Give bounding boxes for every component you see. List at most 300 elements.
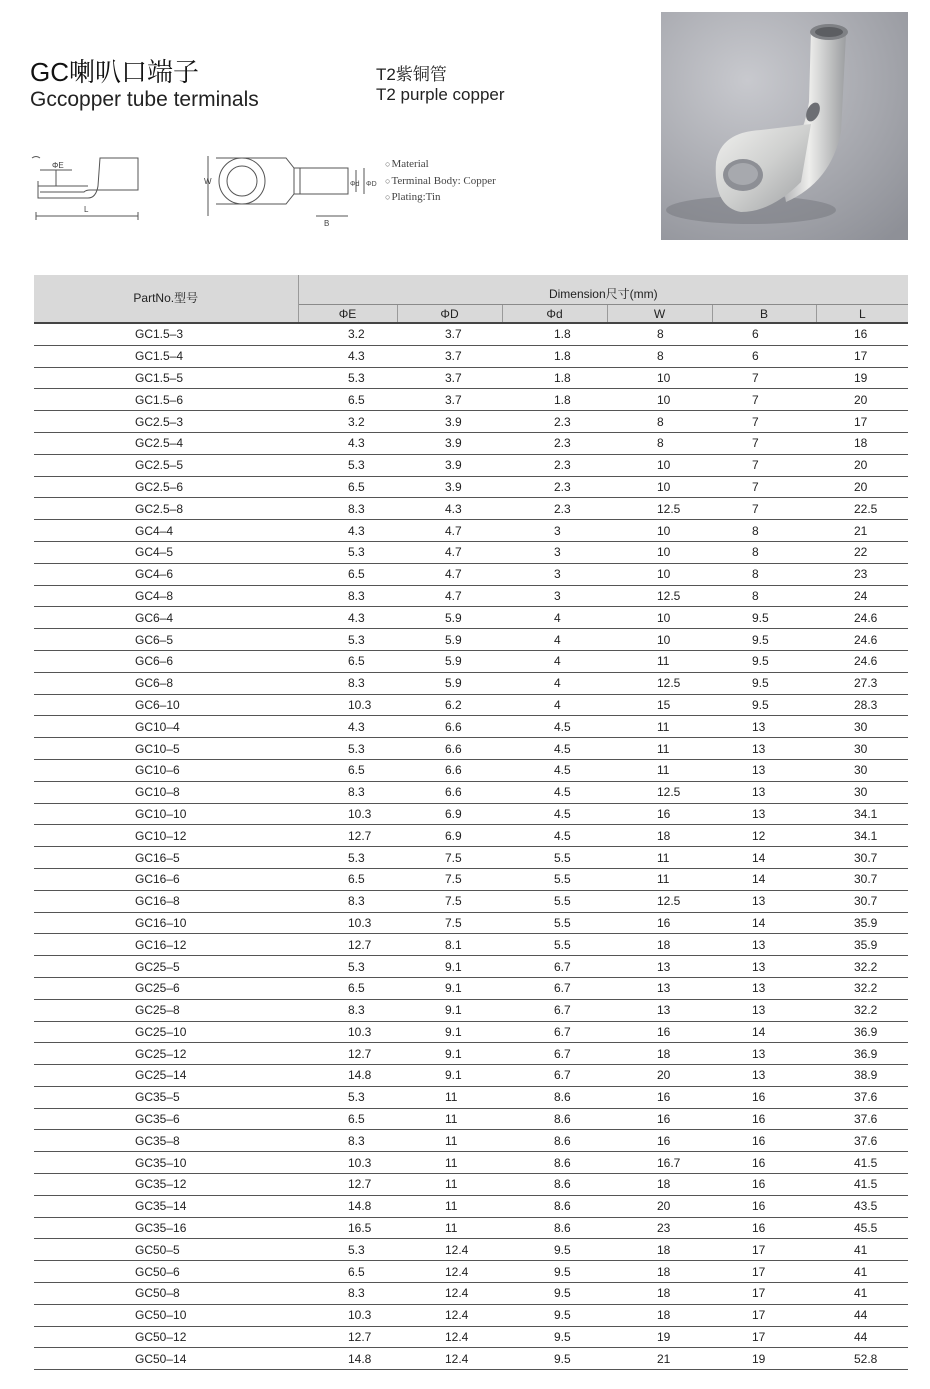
table-row — [34, 803, 908, 825]
dimension-cell: 4.5 — [502, 781, 607, 803]
table-row — [34, 1108, 908, 1130]
dimension-cell: 17 — [816, 411, 908, 433]
dimension-cell: 37.6 — [816, 1130, 908, 1152]
part-number-cell: GC25–8 — [34, 999, 298, 1021]
dimension-cell: 11 — [607, 868, 712, 890]
dimension-cell: 7 — [712, 454, 816, 476]
dimension-cell: 17 — [712, 1239, 816, 1261]
dimension-cell: 3.9 — [397, 454, 502, 476]
dimension-cell: 8.6 — [502, 1086, 607, 1108]
dimension-cell: 21 — [816, 520, 908, 542]
dimension-cell: 5.5 — [502, 912, 607, 934]
dimension-cell: 6 — [712, 345, 816, 367]
dimension-cell: 18 — [607, 825, 712, 847]
dimension-cell: 5.3 — [298, 847, 397, 869]
dimension-cell: 30 — [816, 716, 908, 738]
dimension-cell: 5.3 — [298, 1086, 397, 1108]
dimension-cell: 37.6 — [816, 1086, 908, 1108]
dimension-cell: 6.9 — [397, 803, 502, 825]
dimension-cell: 19 — [607, 1326, 712, 1348]
dimension-cell: 13 — [712, 803, 816, 825]
dimension-cell: 30 — [816, 738, 908, 760]
part-number-cell: GC50–6 — [34, 1261, 298, 1283]
dimension-cell: 32.2 — [816, 999, 908, 1021]
dimension-cell: 5.5 — [502, 890, 607, 912]
part-number-cell: GC4–5 — [34, 541, 298, 563]
dimension-cell: 6.2 — [397, 694, 502, 716]
dimension-cell: 12.7 — [298, 825, 397, 847]
dimension-cell: 41.5 — [816, 1174, 908, 1196]
dimension-cell: 13 — [712, 1043, 816, 1065]
dimension-cell: 7.5 — [397, 868, 502, 890]
dimension-cell: 13 — [607, 956, 712, 978]
part-number-cell: GC10–12 — [34, 825, 298, 847]
product-photo — [661, 12, 908, 240]
table-row — [34, 498, 908, 520]
dimension-cell: 5.5 — [502, 868, 607, 890]
dimension-cell: 18 — [607, 1261, 712, 1283]
dimension-cell: 9.5 — [502, 1326, 607, 1348]
table-row — [34, 541, 908, 563]
part-number-cell: GC4–6 — [34, 563, 298, 585]
dimension-cell: 16 — [816, 323, 908, 345]
part-number-cell: GC35–16 — [34, 1217, 298, 1239]
dimension-cell: 10 — [607, 476, 712, 498]
dim-phi-d-label: ΦD — [366, 181, 377, 188]
table-body — [34, 323, 908, 1370]
table-row — [34, 585, 908, 607]
dimension-cell: 4 — [502, 650, 607, 672]
part-number-cell: GC25–5 — [34, 956, 298, 978]
dimension-cell: 5.9 — [397, 672, 502, 694]
dimension-cell: 12.7 — [298, 1326, 397, 1348]
dim-l-label: L — [84, 205, 89, 214]
dimension-cell: 30.7 — [816, 868, 908, 890]
dimension-cell: 7.5 — [397, 912, 502, 934]
dimension-cell: 10 — [607, 389, 712, 411]
dimension-cell: 11 — [397, 1174, 502, 1196]
dimension-cell: 11 — [397, 1152, 502, 1174]
dimension-cell: 20 — [816, 476, 908, 498]
table-row — [34, 672, 908, 694]
dimension-cell: 7 — [712, 432, 816, 454]
dimension-cell: 10 — [607, 454, 712, 476]
dimension-cell: 3.7 — [397, 389, 502, 411]
dimension-cell: 4.3 — [298, 716, 397, 738]
dimension-cell: 5.9 — [397, 650, 502, 672]
table-row — [34, 956, 908, 978]
dimension-cell: 10.3 — [298, 694, 397, 716]
dimension-cell: 12.4 — [397, 1326, 502, 1348]
part-number-cell: GC6–6 — [34, 650, 298, 672]
dimension-cell: 11 — [397, 1217, 502, 1239]
dimension-cell: 5.3 — [298, 1239, 397, 1261]
table-row — [34, 1086, 908, 1108]
dimension-cell: 8.1 — [397, 934, 502, 956]
dimension-cell: 6.7 — [502, 999, 607, 1021]
part-number-cell: GC6–8 — [34, 672, 298, 694]
dim-b-label: B — [324, 219, 330, 228]
part-number-cell: GC2.5–4 — [34, 432, 298, 454]
dimension-cell: 13 — [712, 1065, 816, 1087]
dimension-cell: 6.6 — [397, 759, 502, 781]
dimension-cell: 4.3 — [298, 432, 397, 454]
dimension-cell: 44 — [816, 1326, 908, 1348]
dimension-cell: 11 — [607, 847, 712, 869]
dimension-cell: 9.5 — [502, 1304, 607, 1326]
dimension-cell: 13 — [712, 738, 816, 760]
part-number-cell: GC4–4 — [34, 520, 298, 542]
dimension-cell: 10.3 — [298, 1021, 397, 1043]
dimension-cell: 16 — [712, 1108, 816, 1130]
dimension-cell: 20 — [607, 1065, 712, 1087]
dimension-cell: 4.7 — [397, 585, 502, 607]
part-number-cell: GC16–6 — [34, 868, 298, 890]
part-number-cell: GC25–12 — [34, 1043, 298, 1065]
dimension-cell: 5.3 — [298, 367, 397, 389]
dimension-cell: 4.5 — [502, 738, 607, 760]
part-number-cell: GC1.5–5 — [34, 367, 298, 389]
dimension-cell: 35.9 — [816, 934, 908, 956]
dimension-cell: 12.4 — [397, 1304, 502, 1326]
dimension-cell: 24.6 — [816, 607, 908, 629]
part-number-cell: GC6–10 — [34, 694, 298, 716]
dimension-cell: 3.7 — [397, 323, 502, 345]
col-header-b: B — [712, 305, 816, 324]
dimension-cell: 9.1 — [397, 999, 502, 1021]
dimension-cell: 30.7 — [816, 847, 908, 869]
dimension-cell: 1.8 — [502, 367, 607, 389]
table-row — [34, 1152, 908, 1174]
dimension-cell: 24.6 — [816, 629, 908, 651]
dimension-cell: 7 — [712, 411, 816, 433]
dimension-cell: 16.5 — [298, 1217, 397, 1239]
dimension-cell: 9.5 — [502, 1261, 607, 1283]
dimension-cell: 6.7 — [502, 956, 607, 978]
dimension-cell: 6.6 — [397, 738, 502, 760]
dimension-cell: 6.5 — [298, 476, 397, 498]
dimension-cell: 12 — [712, 825, 816, 847]
spec-notes — [385, 156, 496, 206]
dimension-cell: 8 — [607, 345, 712, 367]
dimension-cell: 45.5 — [816, 1217, 908, 1239]
dimension-cell: 9.5 — [502, 1348, 607, 1370]
dimension-cell: 3.7 — [397, 345, 502, 367]
dimension-cell: 2.3 — [502, 454, 607, 476]
dimension-cell: 9.5 — [712, 694, 816, 716]
dimension-cell: 3.9 — [397, 411, 502, 433]
col-header-phi-d-small: Φd — [502, 305, 607, 324]
dimension-cell: 7 — [712, 389, 816, 411]
dimension-cell: 16 — [607, 1130, 712, 1152]
dimension-cell: 8.3 — [298, 585, 397, 607]
dimension-table — [34, 275, 908, 1370]
dimension-cell: 2.3 — [502, 498, 607, 520]
part-number-cell: GC10–8 — [34, 781, 298, 803]
dimension-cell: 9.1 — [397, 1043, 502, 1065]
dimension-cell: 18 — [607, 1239, 712, 1261]
table-row — [34, 432, 908, 454]
table-row — [34, 389, 908, 411]
dimension-cell: 12.5 — [607, 890, 712, 912]
dimension-cell: 16 — [607, 1021, 712, 1043]
dimension-cell: 52.8 — [816, 1348, 908, 1370]
dimension-cell: 9.1 — [397, 956, 502, 978]
part-number-cell: GC2.5–3 — [34, 411, 298, 433]
dimension-cell: 23 — [816, 563, 908, 585]
dimension-cell: 34.1 — [816, 803, 908, 825]
dimension-cell: 4 — [502, 607, 607, 629]
dimension-cell: 8.3 — [298, 498, 397, 520]
dimension-cell: 11 — [397, 1086, 502, 1108]
dimension-cell: 9.1 — [397, 1065, 502, 1087]
dimension-cell: 6.5 — [298, 389, 397, 411]
dimension-cell: 9.1 — [397, 1021, 502, 1043]
dimension-cell: 14 — [712, 868, 816, 890]
dimension-cell: 8 — [607, 411, 712, 433]
material-label-en: T2 purple copper — [376, 85, 505, 104]
dimension-cell: 3.9 — [397, 432, 502, 454]
dim-phi-e-label: ΦE — [52, 161, 64, 170]
dimension-cell: 22.5 — [816, 498, 908, 520]
table-row — [34, 1283, 908, 1305]
dimension-cell: 19 — [712, 1348, 816, 1370]
dimension-cell: 16 — [712, 1174, 816, 1196]
dimension-cell: 20 — [816, 389, 908, 411]
table-row — [34, 781, 908, 803]
dimension-cell: 6.7 — [502, 977, 607, 999]
dimension-cell: 7.5 — [397, 847, 502, 869]
dimension-cell: 30 — [816, 759, 908, 781]
dimension-cell: 12.5 — [607, 781, 712, 803]
dimension-cell: 22 — [816, 541, 908, 563]
dimension-cell: 10 — [607, 367, 712, 389]
dimension-cell: 4.7 — [397, 520, 502, 542]
dimension-cell: 15 — [607, 694, 712, 716]
part-number-cell: GC25–10 — [34, 1021, 298, 1043]
dimension-cell: 9.1 — [397, 977, 502, 999]
note-terminal-body: ○ Terminal Body: Copper — [385, 173, 496, 190]
part-number-cell: GC50–10 — [34, 1304, 298, 1326]
table-row — [34, 367, 908, 389]
dimension-cell: 12.4 — [397, 1239, 502, 1261]
table-row — [34, 999, 908, 1021]
dimension-cell: 5.9 — [397, 629, 502, 651]
dimension-cell: 18 — [607, 1174, 712, 1196]
dimension-cell: 6.5 — [298, 650, 397, 672]
dimension-cell: 9.5 — [712, 650, 816, 672]
part-number-cell: GC25–14 — [34, 1065, 298, 1087]
part-number-cell: GC50–14 — [34, 1348, 298, 1370]
dimension-cell: 6.5 — [298, 1261, 397, 1283]
part-number-cell: GC10–6 — [34, 759, 298, 781]
dimension-cell: 18 — [607, 1283, 712, 1305]
part-number-cell: GC10–10 — [34, 803, 298, 825]
dimension-cell: 6.7 — [502, 1021, 607, 1043]
dimension-cell: 13 — [712, 716, 816, 738]
dimension-cell: 38.9 — [816, 1065, 908, 1087]
dimension-cell: 17 — [816, 345, 908, 367]
dimension-cell: 3.7 — [397, 367, 502, 389]
dimension-cell: 6.6 — [397, 716, 502, 738]
part-number-cell: GC1.5–3 — [34, 323, 298, 345]
dimension-cell: 5.9 — [397, 607, 502, 629]
partno-header: PartNo.型号 — [34, 275, 298, 323]
dimension-cell: 7 — [712, 498, 816, 520]
dimension-cell: 10.3 — [298, 1304, 397, 1326]
dimension-cell: 13 — [712, 759, 816, 781]
dimension-cell: 2.3 — [502, 476, 607, 498]
product-title-cn: GC喇叭口端子 — [30, 57, 200, 87]
dimension-cell: 5.3 — [298, 454, 397, 476]
part-number-cell: GC2.5–8 — [34, 498, 298, 520]
table-row — [34, 934, 908, 956]
dimension-cell: 21 — [607, 1348, 712, 1370]
col-header-phi-d: ΦD — [397, 305, 502, 324]
table-row — [34, 1217, 908, 1239]
dimension-cell: 10.3 — [298, 912, 397, 934]
dimension-cell: 16 — [607, 1086, 712, 1108]
table-row — [34, 1195, 908, 1217]
dimension-cell: 4 — [502, 672, 607, 694]
table-row — [34, 607, 908, 629]
dimension-cell: 24.6 — [816, 650, 908, 672]
dimension-cell: 14 — [712, 847, 816, 869]
dimension-cell: 41 — [816, 1283, 908, 1305]
table-row — [34, 1304, 908, 1326]
dimension-cell: 6.5 — [298, 868, 397, 890]
dimension-cell: 11 — [607, 716, 712, 738]
dimension-cell: 30.7 — [816, 890, 908, 912]
dimension-cell: 8.6 — [502, 1217, 607, 1239]
dimension-cell: 5.3 — [298, 738, 397, 760]
dimension-cell: 11 — [397, 1130, 502, 1152]
dimension-cell: 1.8 — [502, 323, 607, 345]
dimension-cell: 16 — [712, 1217, 816, 1239]
dimension-cell: 4.3 — [298, 345, 397, 367]
dimension-cell: 10 — [607, 607, 712, 629]
dimension-cell: 18 — [607, 1043, 712, 1065]
dimension-cell: 4.5 — [502, 825, 607, 847]
dimension-cell: 12.5 — [607, 498, 712, 520]
dimension-cell: 10.3 — [298, 803, 397, 825]
dimension-cell: 11 — [397, 1195, 502, 1217]
dimension-cell: 23 — [607, 1217, 712, 1239]
dimension-cell: 5.3 — [298, 956, 397, 978]
dimension-cell: 17 — [712, 1304, 816, 1326]
dimension-cell: 13 — [712, 977, 816, 999]
table-row — [34, 476, 908, 498]
dimension-cell: 8 — [607, 432, 712, 454]
dimension-cell: 7 — [712, 367, 816, 389]
dimension-cell: 13 — [712, 956, 816, 978]
table-row — [34, 1326, 908, 1348]
dimension-cell: 3 — [502, 541, 607, 563]
dimension-cell: 3.2 — [298, 323, 397, 345]
dimension-cell: 12.7 — [298, 934, 397, 956]
dimension-cell: 12.4 — [397, 1348, 502, 1370]
dimension-cell: 9.5 — [712, 629, 816, 651]
dimension-cell: 8 — [607, 323, 712, 345]
dimension-cell: 10 — [607, 629, 712, 651]
dimension-cell: 8 — [712, 541, 816, 563]
part-number-cell: GC35–6 — [34, 1108, 298, 1130]
dimension-cell: 4.7 — [397, 563, 502, 585]
table-row — [34, 759, 908, 781]
part-number-cell: GC35–5 — [34, 1086, 298, 1108]
dimension-cell: 8.6 — [502, 1195, 607, 1217]
table-row — [34, 825, 908, 847]
dimension-cell: 4 — [502, 629, 607, 651]
dimension-cell: 2.3 — [502, 432, 607, 454]
table-row — [34, 323, 908, 345]
dimension-cell: 4.5 — [502, 759, 607, 781]
dimension-cell: 3 — [502, 563, 607, 585]
dimension-cell: 16 — [712, 1130, 816, 1152]
dimension-cell: 14 — [712, 912, 816, 934]
part-number-cell: GC2.5–5 — [34, 454, 298, 476]
dimension-cell: 14 — [712, 1021, 816, 1043]
dimension-cell: 8.3 — [298, 1283, 397, 1305]
col-header-w: W — [607, 305, 712, 324]
dimension-cell: 8.3 — [298, 1130, 397, 1152]
dimension-cell: 30 — [816, 781, 908, 803]
dimension-cell: 8.3 — [298, 890, 397, 912]
dimension-cell: 6.7 — [502, 1043, 607, 1065]
dimension-cell: 6.5 — [298, 759, 397, 781]
dimension-cell: 5.5 — [502, 847, 607, 869]
dimension-cell: 8.6 — [502, 1174, 607, 1196]
dimension-cell: 20 — [607, 1195, 712, 1217]
dimension-cell: 8.3 — [298, 672, 397, 694]
dimension-cell: 13 — [712, 781, 816, 803]
dimension-cell: 6.5 — [298, 977, 397, 999]
dimension-cell: 1.8 — [502, 345, 607, 367]
dimension-cell: 10 — [607, 541, 712, 563]
dimension-cell: 16 — [712, 1195, 816, 1217]
dimension-cell: 17 — [712, 1283, 816, 1305]
dimension-cell: 27.3 — [816, 672, 908, 694]
dimension-cell: 2.3 — [502, 411, 607, 433]
dimension-cell: 12.5 — [607, 585, 712, 607]
dimension-cell: 3.2 — [298, 411, 397, 433]
dimension-cell: 6.6 — [397, 781, 502, 803]
dimension-cell: 43.5 — [816, 1195, 908, 1217]
table-row — [34, 1043, 908, 1065]
dimension-cell: 8 — [712, 520, 816, 542]
dimension-cell: 7 — [712, 476, 816, 498]
dimension-cell: 14.8 — [298, 1195, 397, 1217]
part-number-cell: GC50–12 — [34, 1326, 298, 1348]
dimension-cell: 6.7 — [502, 1065, 607, 1087]
part-number-cell: GC2.5–6 — [34, 476, 298, 498]
product-title-en: Gccopper tube terminals — [30, 88, 259, 111]
dimension-cell: 18 — [607, 1304, 712, 1326]
dimension-cell: 41 — [816, 1239, 908, 1261]
table-row — [34, 1239, 908, 1261]
part-number-cell: GC50–5 — [34, 1239, 298, 1261]
part-number-cell: GC6–5 — [34, 629, 298, 651]
part-number-cell: GC25–6 — [34, 977, 298, 999]
dimension-cell: 18 — [816, 432, 908, 454]
dimension-cell: 37.6 — [816, 1108, 908, 1130]
dimension-cell: 41.5 — [816, 1152, 908, 1174]
part-number-cell: GC16–10 — [34, 912, 298, 934]
dimension-cell: 5.3 — [298, 629, 397, 651]
dimension-cell: 8.3 — [298, 781, 397, 803]
table-row — [34, 694, 908, 716]
dimension-cell: 11 — [607, 650, 712, 672]
